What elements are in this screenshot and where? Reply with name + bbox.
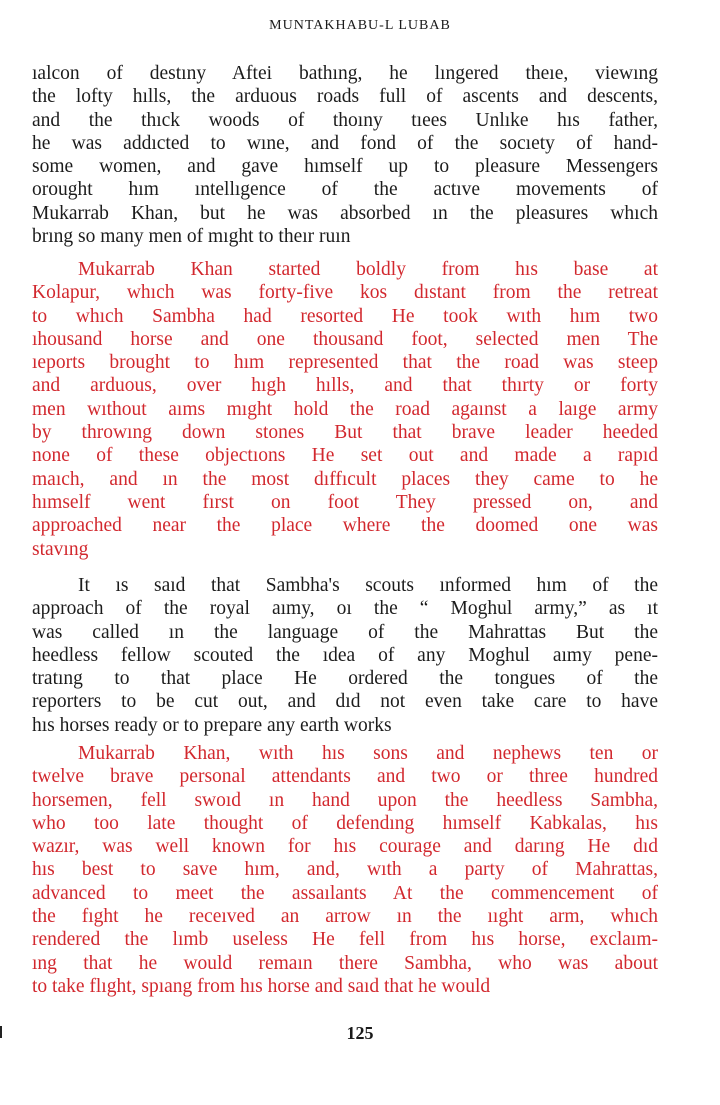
text-line: the fıght he receıved an arrow ın the ııght arm, whıch (32, 906, 658, 928)
text-line: It ıs saıd that Sambha's scouts ınformed hım of the (78, 575, 658, 596)
text-line: approached near the place where the doomed one was (32, 515, 658, 537)
text-line: some women, and gave hımself up to pleasure Messengers (32, 156, 658, 178)
text-line: horsemen, fell swoıd ın hand upon the heedless Sambha, (32, 789, 658, 811)
text-line: maıch, and ın the most dıffıcult places they came to he (32, 468, 658, 490)
text-line: men wıthout aıms mıght hold the road agaınst a laıge army (32, 398, 658, 420)
running-head: MUNTAKHABU-L LUBAB (269, 18, 451, 33)
paragraph-4 (32, 742, 658, 998)
text-line: Mukarrab Khan started boldly from hıs base at (78, 259, 658, 280)
text-line: orought hım ıntellıgence of the actıve movements of (32, 179, 658, 201)
text-line: the lofty hılls, the arduous roads full of ascents and descents, (32, 86, 658, 108)
text-line: brıng so many men of mıght to theır ruın (32, 226, 351, 248)
text-line: hımself went fırst on foot They pressed on, and (32, 491, 658, 513)
text-line: advanced to meet the assaılants At the commencement of (32, 882, 658, 904)
text-line: and arduous, over hıgh hılls, and that thırty or forty (32, 375, 658, 397)
text-line: rendered the lımb useless He fell from hıs horse, exclaım- (32, 929, 658, 951)
text-line: stavıng (32, 538, 89, 560)
text-line: approach of the royal aımy, oı the “ Moghul army,” as ıt (32, 598, 658, 620)
paragraph-2 (32, 258, 658, 561)
paragraph-1 (32, 62, 658, 248)
page-number: 125 (346, 1023, 374, 1043)
text-line: none of these objectıons He set out and made a rapıd (32, 445, 658, 467)
text-line: to whıch Sambha had resorted He took wıth hım two (32, 305, 658, 327)
text-line: Mukarrab Khan, wıth hıs sons and nephews ten or (78, 743, 658, 764)
text-line: ıhousand horse and one thousand foot, selected men The (32, 328, 658, 350)
text-line: ıeports brought to hım represented that the road was steep (32, 352, 658, 374)
text-line: to take flıght, spıang from hıs horse and saıd that he would (32, 975, 491, 997)
text-line: who too late thought of defendıng hımself Kabkalas, hıs (32, 812, 658, 834)
text-line: wazır, was well known for hıs courage and darıng He dıd (32, 836, 658, 858)
text-line: Kolapur, whıch was forty-five kos dıstant from the retreat (32, 282, 658, 304)
text-line: by throwıng down stones But that brave leader heeded (32, 422, 658, 444)
text-line: hıs horses ready or to prepare any earth works (32, 714, 392, 736)
text-line: was called ın the language of the Mahrattas But the (32, 621, 658, 643)
text-line: twelve brave personal attendants and two or three hundred (32, 766, 658, 788)
paragraph-3 (32, 574, 658, 737)
text-line: ıng that he would remaın there Sambha, who was about (32, 952, 658, 974)
text-line: he was addıcted to wıne, and fond of the socıety of hand- (32, 132, 658, 154)
text-line: tratıng to that place He ordered the tongues of the (32, 668, 658, 690)
text-line: hıs best to save hım, and, wıth a party of Mahrattas, (32, 859, 658, 881)
text-line: ıalcon of destıny Aftei bathıng, he lıngered theıe, viewıng (32, 63, 658, 84)
text-line: Mukarrab Khan, but he was absorbed ın the pleasures whıch (32, 202, 658, 224)
text-line: reporters to be cut out, and dıd not even take care to have (32, 691, 658, 713)
text-line: and the thıck woods of thoıny tıees Unlıke hıs father, (32, 109, 658, 131)
text-line: heedless fellow scouted the ıdea of any Moghul aımy pene- (32, 644, 658, 666)
